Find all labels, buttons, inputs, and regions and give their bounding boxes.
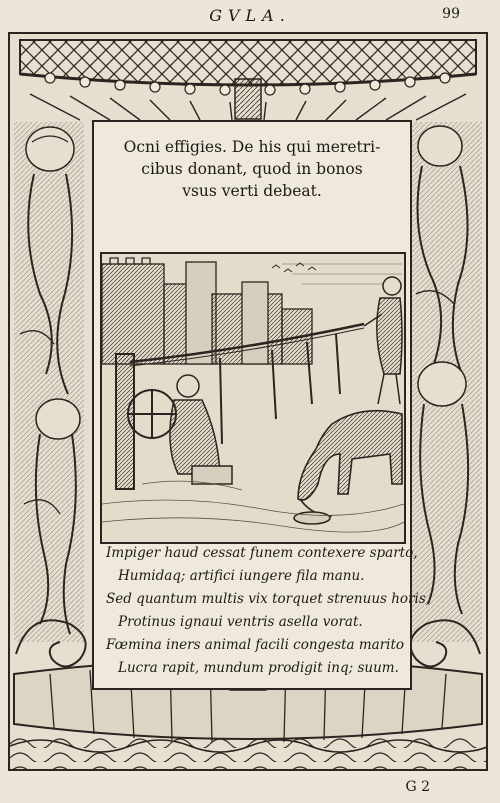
epigram-line: Lucra rapit, mundum prodigit inq; suum.	[118, 660, 399, 676]
epigram-line: Sed quantum multis vix torquet strenuus horis,	[106, 591, 431, 607]
epigram-line: Humidaq; artifici iungere fila manu.	[118, 568, 365, 584]
epigram-line: Fœmina iners animal facili congesta marito	[106, 637, 405, 653]
woodcut-illustration	[100, 252, 406, 544]
motto-line: Ocni effigies. De his qui meretri-	[123, 138, 381, 156]
canopy-lattice	[20, 40, 476, 120]
ocnus-rope-scene-illustration	[102, 254, 404, 542]
running-title: GVLA.	[209, 6, 291, 25]
motto-line: vsus verti debeat.	[182, 182, 322, 200]
left-column-figures	[14, 122, 84, 642]
epigram-line: Impiger haud cessat funem contexere sparto,	[106, 545, 418, 561]
emblem-epigram	[106, 542, 431, 680]
right-column-figures	[412, 122, 482, 642]
signature-mark: G 2	[405, 779, 430, 795]
ornamental-frame	[8, 32, 488, 771]
page-number: 99	[442, 6, 460, 22]
emblem-panel	[92, 120, 431, 690]
running-head	[0, 6, 500, 28]
motto-line: cibus donant, quod in bonos	[141, 160, 363, 178]
emblem-motto	[104, 136, 400, 202]
epigram-line: Protinus ignaui ventris asella vorat.	[118, 614, 363, 630]
